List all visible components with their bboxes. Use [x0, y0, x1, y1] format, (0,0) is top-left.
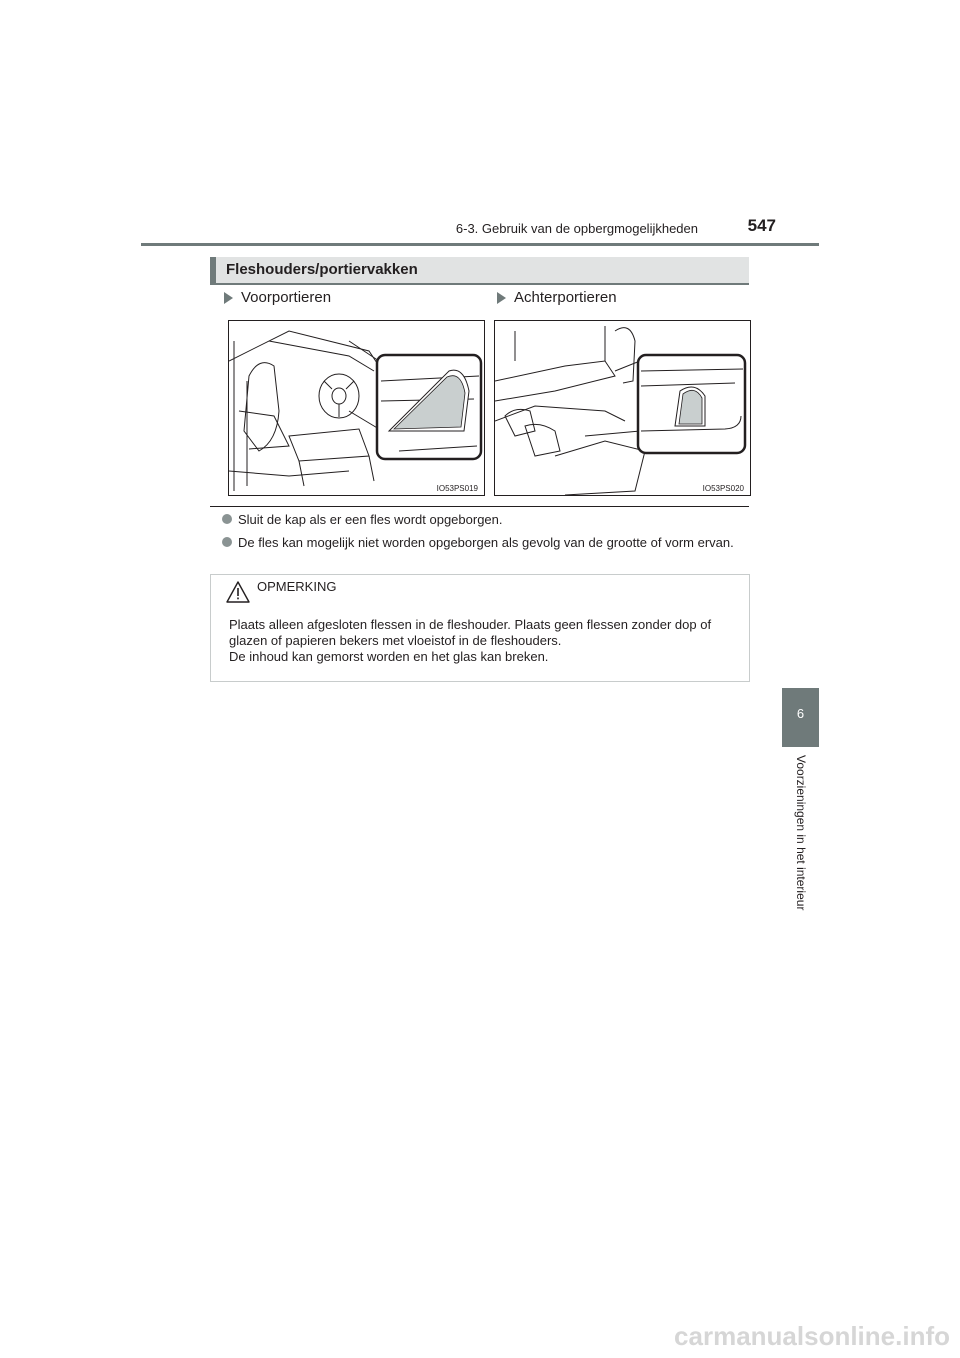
chapter-title-vertical	[782, 755, 819, 935]
figure-label-front-doors	[224, 289, 331, 306]
notice-paragraph: Plaats alleen afgesloten flessen in de fleshouder. Plaats geen flessen zonder dop of glazen of papieren bekers met vloeistof in de fleshouders.	[229, 617, 712, 648]
figure-code: IO53PS019	[436, 484, 478, 493]
header-rule	[141, 243, 819, 246]
bullet-dot-icon	[222, 514, 232, 524]
page-number: 547	[747, 216, 776, 235]
figure-bottom-rule	[210, 506, 749, 507]
triangle-pointer-icon	[497, 292, 506, 304]
figure-code: IO53PS020	[702, 484, 744, 493]
running-header-section: 6-3. Gebruik van de opbergmogelijkheden	[455, 221, 698, 236]
notice-body	[229, 617, 741, 665]
bullet-list	[222, 511, 749, 557]
bullet-text: Sluit de kap als er een fles wordt opgeborgen.	[238, 512, 503, 527]
watermark-logo	[545, 1318, 955, 1354]
figure-label-text: Voorportieren	[241, 289, 332, 306]
figure-label-text: Achterportieren	[514, 289, 617, 306]
watermark-text: carmanualsonline.info	[674, 1321, 950, 1351]
chapter-tab: 6	[782, 688, 819, 747]
chapter-title-text: Voorzieningen in het interieur	[793, 755, 808, 911]
notice-header	[225, 580, 336, 604]
section-heading-bar	[210, 257, 749, 285]
figure-rear-door-bottle-holder	[494, 320, 751, 496]
section-title: Fleshouders/portiervakken	[226, 261, 418, 278]
triangle-pointer-icon	[224, 292, 233, 304]
figure-front-door-bottle-holder	[228, 320, 485, 496]
notice-paragraph: De inhoud kan gemorst worden en het glas kan breken.	[229, 649, 549, 664]
bullet-item	[222, 511, 749, 528]
section-heading-marker	[210, 257, 216, 283]
rear-door-illustration	[495, 321, 750, 495]
notice-box	[210, 574, 750, 682]
front-door-illustration	[229, 321, 484, 495]
bullet-text: De fles kan mogelijk niet worden opgeborgen als gevolg van de grootte of vorm ervan.	[238, 535, 734, 550]
notice-label: OPMERKING	[257, 578, 337, 594]
warning-triangle-icon	[225, 580, 251, 604]
bullet-dot-icon	[222, 537, 232, 547]
bullet-item	[222, 534, 749, 551]
figure-label-rear-doors	[497, 289, 617, 306]
